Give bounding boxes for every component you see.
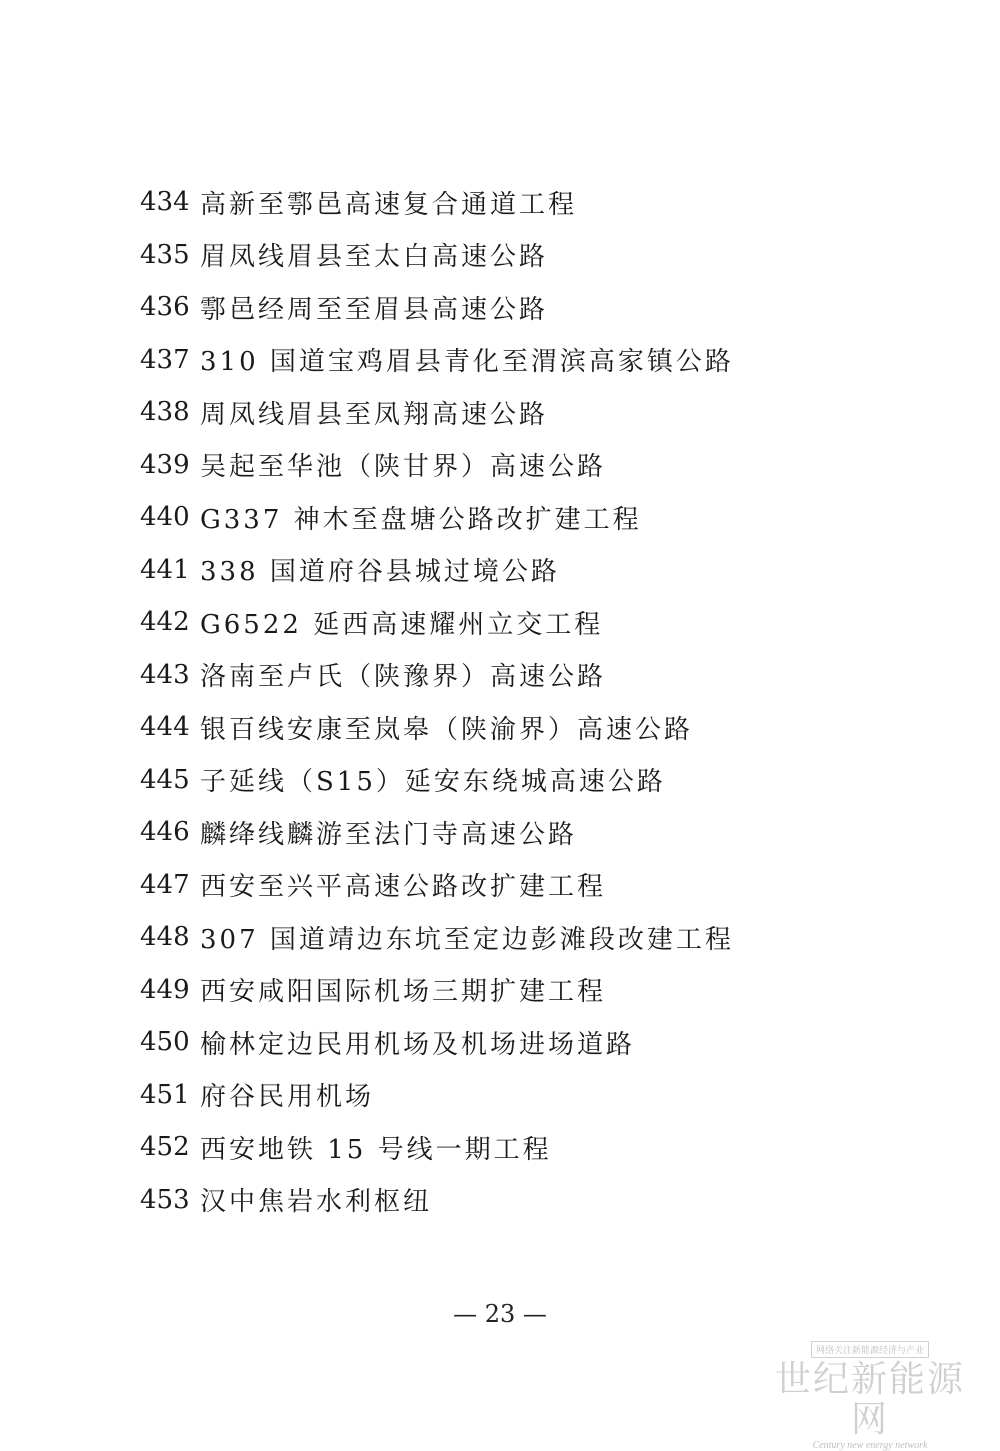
- watermark-tag: 网络关注新能源经济与产业: [811, 1341, 929, 1358]
- item-name: 子延线（S15）延安东绕城高速公路: [200, 767, 666, 798]
- item-number: 438: [140, 397, 190, 428]
- item-number: 439: [140, 449, 190, 480]
- item-number: 451: [140, 1079, 190, 1110]
- item-name: 府谷民用机场: [200, 1082, 375, 1113]
- item-number: 450: [140, 1027, 190, 1058]
- item-number: 448: [140, 922, 190, 953]
- item-number: 453: [140, 1184, 190, 1215]
- item-name: 周凤线眉县至凤翔高速公路: [200, 399, 549, 430]
- page-number: — 23 —: [453, 1300, 547, 1328]
- item-name: 吴起至华池（陕甘界）高速公路: [200, 452, 607, 483]
- item-number: 442: [140, 607, 190, 638]
- list-item: [0, 544, 1000, 597]
- list-item: [0, 281, 1000, 334]
- item-name: 洛南至卢氏（陕豫界）高速公路: [200, 662, 607, 693]
- list-item: [0, 701, 1000, 754]
- item-name: 鄠邑经周至至眉县高速公路: [200, 294, 549, 325]
- item-name: 西安地铁 15 号线一期工程: [200, 1134, 552, 1165]
- item-number: 449: [140, 974, 190, 1005]
- list-item: [0, 386, 1000, 439]
- list-item: [0, 596, 1000, 649]
- list-item: [0, 334, 1000, 387]
- item-number: 440: [140, 502, 190, 533]
- item-name: 西安咸阳国际机场三期扩建工程: [200, 977, 607, 1008]
- list-item: [0, 1069, 1000, 1122]
- item-name: 眉凤线眉县至太白高速公路: [200, 242, 549, 273]
- item-number: 436: [140, 292, 190, 323]
- list-item: [0, 649, 1000, 702]
- item-name: 西安至兴平高速公路改扩建工程: [200, 872, 607, 903]
- item-name: 麟绛线麟游至法门寺高速公路: [200, 819, 578, 850]
- list-item: [0, 229, 1000, 282]
- list-item: [0, 964, 1000, 1017]
- item-number: 447: [140, 869, 190, 900]
- watermark-sub: Century new energy network: [812, 1440, 928, 1451]
- item-number: 435: [140, 239, 190, 270]
- item-name: 高新至鄠邑高速复合通道工程: [200, 189, 578, 220]
- item-name: G6522 延西高速耀州立交工程: [200, 609, 604, 640]
- item-number: 437: [140, 344, 190, 375]
- item-number: 445: [140, 764, 190, 795]
- list-item: [0, 176, 1000, 229]
- item-number: 441: [140, 554, 190, 585]
- item-number: 444: [140, 712, 190, 743]
- list-item: [0, 754, 1000, 807]
- project-list: [0, 176, 1000, 1226]
- list-item: [0, 439, 1000, 492]
- list-item: [0, 1174, 1000, 1227]
- item-name: 银百线安康至岚皋（陕渝界）高速公路: [200, 714, 694, 745]
- item-number: 434: [140, 187, 190, 218]
- list-item: [0, 806, 1000, 859]
- item-name: 榆林定边民用机场及机场进场道路: [200, 1029, 636, 1060]
- list-item: [0, 1016, 1000, 1069]
- watermark-main: 世纪新能源网: [774, 1359, 965, 1440]
- list-item: [0, 859, 1000, 912]
- item-name: G337 神木至盘塘公路改扩建工程: [200, 504, 642, 535]
- item-number: 446: [140, 817, 190, 848]
- item-name: 310 国道宝鸡眉县青化至渭滨高家镇公路: [200, 347, 734, 378]
- item-name: 338 国道府谷县城过境公路: [200, 557, 560, 588]
- watermark-logo: [770, 1338, 970, 1451]
- list-item: [0, 911, 1000, 964]
- item-number: 443: [140, 659, 190, 690]
- item-name: 汉中焦岩水利枢纽: [200, 1187, 433, 1218]
- list-item: [0, 491, 1000, 544]
- item-name: 307 国道靖边东坑至定边彭滩段改建工程: [200, 924, 734, 955]
- list-item: [0, 1121, 1000, 1174]
- item-number: 452: [140, 1132, 190, 1163]
